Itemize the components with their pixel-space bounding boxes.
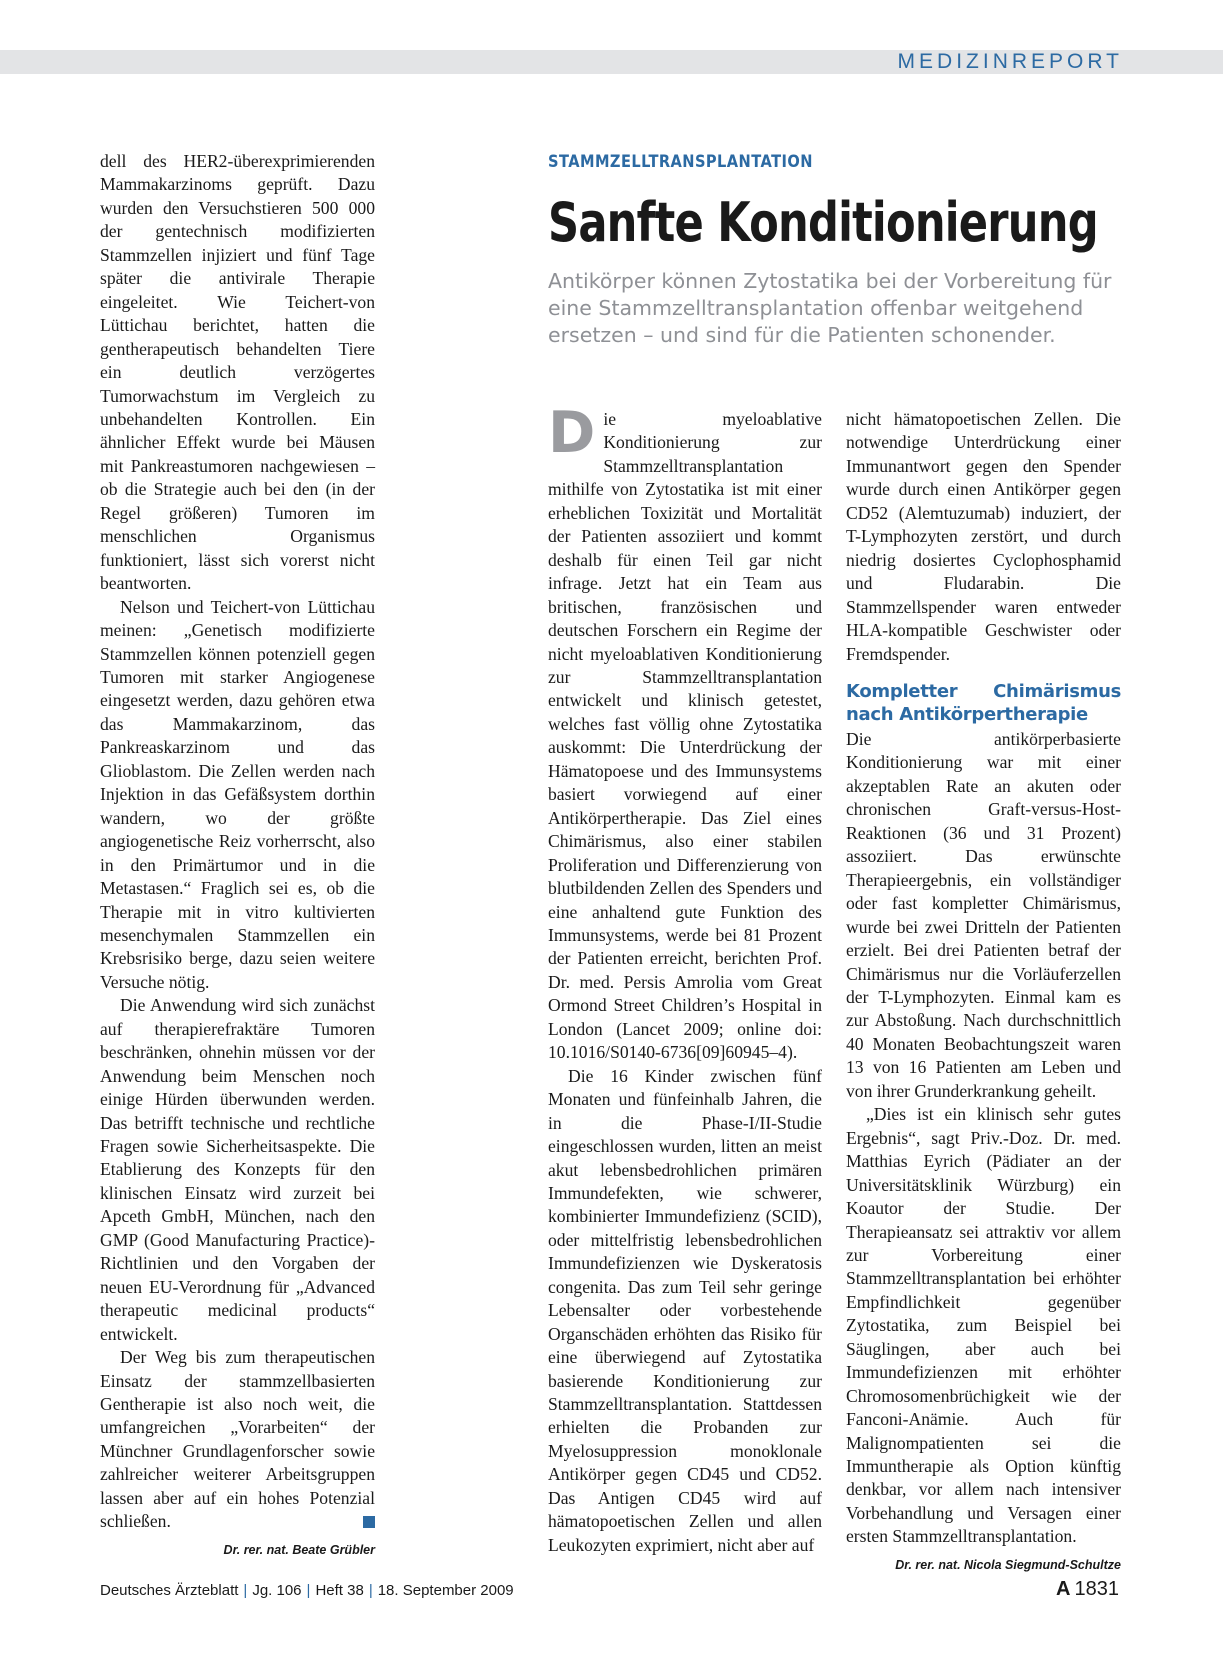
article-kicker: STAMMZELLTRANSPLANTATION [548,152,813,172]
issue-date: 18. September 2009 [377,1582,514,1599]
page-number-value: 1831 [1074,1578,1119,1600]
end-of-article-square-icon [363,1516,375,1528]
dropcap: D [548,400,596,466]
paragraph-text: Der Weg bis zum therapeutischen Einsatz der stammzellbasierten Gentherapie ist also noch weit, die umfangreichen „Vorarbeiten“ der Münchner Grundlagenforscher sowie zahlreicher weiterer Arbeitsgruppen lassen aber auf ein hohes Potenzial schließen. [100,1347,375,1532]
paragraph: Die Anwendung wird sich zunächst auf therapierefraktäre Tumoren beschränken, ohnehin müssen vor der Anwendung beim Menschen noch einige Hürden überwunden werden. Das betrifft technische und rechtliche Fragen sowie Sicherheitsaspekte. Die Etablierung des Konzepts für den klinischen Einsatz wird zurzeit bei Apceth GmbH, München, nach den GMP (Good Manufacturing Practice)-Richtlinien und den Vorgaben der neuen EU-Verordnung für „Advanced therapeutic medicinal products“ entwickelt. [100,995,375,1344]
paragraph-text: ie myeloablative Konditionierung zur Stammzelltransplantation mithilfe von Zytostatika ist mit einer erheblichen Toxizität und Mortalität der Patienten assoziiert und kommt deshalb für einen Teil gar nicht infrage. Jetzt hat ein Team aus britischen, französischen und deutschen Forschern ein Regime der nicht myeloablativen Konditionierung zur Stammzelltransplantation entwickelt und klinisch getestet, welches fast völlig ohne Zytostatika auskommt: Die Unterdrückung der Hämatopoese und des Immunsystems basiert vorwiegend auf einer Antikörpertherapie. Das Ziel eines Chimärismus, also einer stabilen Proliferation und Differenzierung von blutbildenden Zellen des Spenders und eine anhaltend gute Funktion des Immunsystems, werde bei 81 Prozent der Patienten erreicht, berichten Prof. Dr. med. Persis Amrolia vom Great Ormond Street Children’s Hospital in London (Lancet 2009; online doi: 10.1016/S0140-6736[09]60945–4). [548,409,822,1063]
separator: | [243,1582,248,1599]
paragraph: dell des HER2-überexprimierenden Mammakarzinoms geprüft. Dazu wurden den Versuchstieren 500 000 der gentechnisch modifizierten Stammzellen injiziert und fünf Tage später die antivirale Therapie eingeleitet. Wie Teichert-von Lüttichau berichtet, hatten die gentherapeutisch behandelten Tiere ein deutlich verzögertes Tumorwachstum im Vergleich zu unbehandelten Kontrollen. Ein ähnlicher Effekt wurde bei Mäusen mit Pankreastumoren nachgewiesen – ob die Strategie auch bei den (in der Regel größeren) Tumoren im menschlichen Organismus funktioniert, lässt sich vorerst nicht beantworten. [100,151,375,594]
section-subheading: Kompletter Chimärismus nach Antikörpertherapie [846,680,1121,726]
column-middle [548,400,822,1557]
separator: | [306,1582,311,1599]
paragraph: nicht hämatopoetischen Zellen. Die notwendige Unterdrückung einer Immunantwort gegen den Spender wurde durch einen Antikörper gegen CD52 (Alemtuzumab) induziert, der T-Lymphozyten zerstört, und durch niedrig dosiertes Cyclophosphamid und Fludarabin. Die Stammzellspender waren entweder HLA-kompatible Geschwister oder Fremdspender. [846,409,1121,664]
volume: Jg. 106 [252,1582,302,1599]
page-prefix: A [1056,1578,1071,1600]
paragraph: Nelson und Teichert-von Lüttichau meinen: „Genetisch modifizierte Stammzellen können potenziell gegen Tumoren mit starker Angiogenese eingesetzt werden, dazu gehören etwa das Mammakarzinom, das Pankreaskarzinom und das Glioblastom. Die Zellen werden nach Injektion in das Gefäßsystem dorthin wandern, wo der größte angiogenetische Reiz vorherrscht, also in den Primärtumor und in die Metastasen.“ Fraglich sei es, ob die Therapie mit in vitro kultivierten mesenchymalen Stammzellen ein Krebsrisiko berge, dazu seien weitere Versuche nötig. [100,596,375,992]
paragraph: „Dies ist ein klinisch sehr gutes Ergebnis“, sagt Priv.-Doz. Dr. med. Matthias Eyrich (Pädiater an der Universitätsklinik Würzburg) ein Koautor der Studie. Der Therapieansatz sei attraktiv vor allem zur Vorbereitung einer Stammzelltransplantation bei erhöhter Empfindlichkeit gegenüber Zytostatika, zum Beispiel bei Säuglingen, aber auch bei Immundefizienzen mit erhöhter Chromosomenbrüchigkeit wie der Fanconi-Anämie. Auch für Malignompatienten sei die Immuntherapie als Option künftig denkbar, vor allem nach intensiver Vorbehandlung und Versagen einer ersten Stammzelltransplantation. [846,1104,1121,1547]
separator: | [368,1582,373,1599]
journal-name: Deutsches Ärzteblatt [100,1582,239,1599]
page-number [1056,1578,1119,1601]
paragraph-lead [548,400,822,1065]
column-right [846,408,1121,1575]
section-label: MEDIZINREPORT [897,50,1123,73]
paragraph-last [100,1346,375,1534]
article-standfirst: Antikörper können Zytostatika bei der Vorbereitung für eine Stammzelltransplantation offenbar weitgehend ersetzen – und sind für die Patienten schonender. [548,269,1112,347]
issue: Heft 38 [315,1582,364,1599]
author-byline: Dr. rer. nat. Nicola Siegmund-Schultze [895,1557,1121,1572]
author-byline: Dr. rer. nat. Beate Grübler [223,1542,375,1557]
column-left [100,150,375,1560]
article-title: Sanfte Konditionierung [548,191,1098,254]
paragraph: Die 16 Kinder zwischen fünf Monaten und fünfeinhalb Jahren, die in die Phase-I/II-Studie eingeschlossen wurden, litten an meist akut lebensbedrohlichen primären Immundefekten, wie schwerer, kombinierter Immundefizienz (SCID), oder mittelfristig lebensbedrohlichen Immundefizienzen wie Dyskeratosis congenita. Das zum Teil sehr geringe Lebensalter oder vorbestehende Organschäden erhöhten das Risiko für eine überwiegend auf Zytostatika basierende Konditionierung zur Stammzelltransplantation. Stattdessen erhielten die Probanden zur Myelosuppression monoklonale Antikörper gegen CD45 und CD52. Das Antigen CD45 wird auf hämatopoetischen Zellen und allen Leukozyten exprimiert, nicht aber auf [548,1065,822,1555]
paragraph: Die antikörperbasierte Konditionierung war mit einer akzeptablen Rate an akuten oder chronischen Graft-versus-Host-Reaktionen (36 und 31 Prozent) assoziiert. Das erwünschte Therapieergebnis, ein vollständiger oder fast kompletter Chimärismus, wurde bei zwei Dritteln der Patienten erzielt. Bei drei Patienten betraf der Chimärismus nur die Vorläuferzellen der T-Lymphozyten. Einmal kam es zur Abstoßung. Nach durchschnittlich 40 Monaten Beobachtungszeit waren 13 von 16 Patienten am Leben und von ihrer Grunderkrankung geheilt. [846,728,1121,1101]
footer-citation [100,1582,514,1599]
